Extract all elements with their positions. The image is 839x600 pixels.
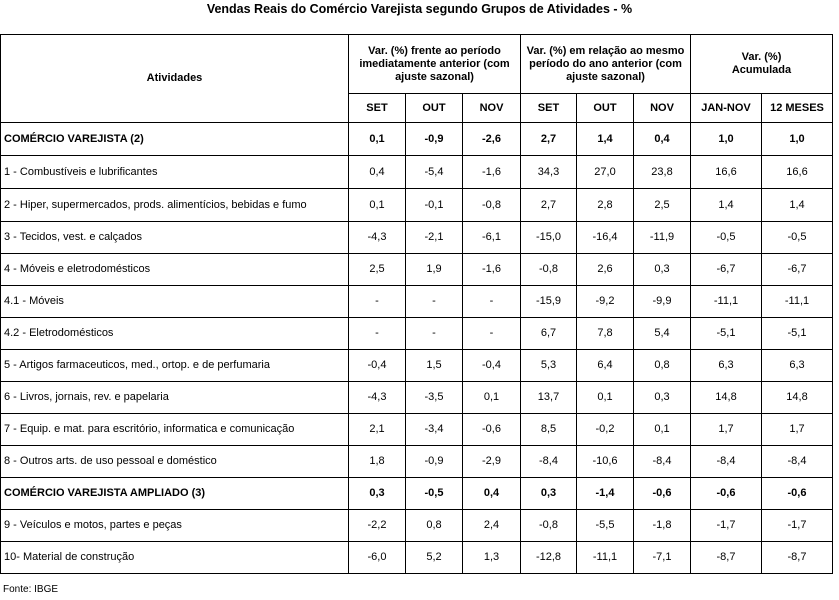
value-cell: -5,5 bbox=[577, 510, 634, 542]
row-label: 4.2 - Eletrodomésticos bbox=[1, 318, 349, 350]
value-cell: -6,0 bbox=[349, 542, 406, 574]
value-cell: -3,5 bbox=[406, 382, 463, 414]
value-cell: -4,3 bbox=[349, 382, 406, 414]
value-cell: 0,1 bbox=[577, 382, 634, 414]
value-cell: -11,1 bbox=[691, 286, 762, 318]
value-cell: - bbox=[349, 286, 406, 318]
value-cell: 0,1 bbox=[463, 382, 521, 414]
source-note: Fonte: IBGE bbox=[3, 584, 59, 595]
value-cell: 27,0 bbox=[577, 156, 634, 189]
value-cell: 0,3 bbox=[634, 254, 691, 286]
value-cell: 1,0 bbox=[762, 123, 833, 156]
value-cell: 0,3 bbox=[521, 478, 577, 510]
row-label: 5 - Artigos farmaceuticos, med., ortop. e de perfumaria bbox=[1, 350, 349, 382]
value-cell: -4,3 bbox=[349, 222, 406, 254]
value-cell: -2,1 bbox=[406, 222, 463, 254]
table-row bbox=[1, 478, 833, 510]
value-cell: -6,7 bbox=[762, 254, 833, 286]
header-group-ano-anterior: Var. (%) em relação ao mesmo período do ano anterior (com ajuste sazonal) bbox=[521, 35, 691, 94]
subcol-header: JAN-NOV bbox=[691, 94, 762, 123]
row-label: 4.1 - Móveis bbox=[1, 286, 349, 318]
value-cell: -0,1 bbox=[406, 189, 463, 222]
value-cell: -0,9 bbox=[406, 446, 463, 478]
value-cell: -0,2 bbox=[577, 414, 634, 446]
subcol-header: NOV bbox=[634, 94, 691, 123]
value-cell: -2,6 bbox=[463, 123, 521, 156]
row-label: 8 - Outros arts. de uso pessoal e doméstico bbox=[1, 446, 349, 478]
value-cell: -6,7 bbox=[691, 254, 762, 286]
header-atividades: Atividades bbox=[1, 35, 349, 123]
value-cell: 2,6 bbox=[577, 254, 634, 286]
value-cell: -1,8 bbox=[634, 510, 691, 542]
value-cell: -0,6 bbox=[762, 478, 833, 510]
value-cell: 0,1 bbox=[634, 414, 691, 446]
subcol-header: OUT bbox=[577, 94, 634, 123]
value-cell: -1,6 bbox=[463, 156, 521, 189]
row-label: 6 - Livros, jornais, rev. e papelaria bbox=[1, 382, 349, 414]
value-cell: -0,6 bbox=[691, 478, 762, 510]
value-cell: -9,9 bbox=[634, 286, 691, 318]
value-cell: 2,1 bbox=[349, 414, 406, 446]
value-cell: -16,4 bbox=[577, 222, 634, 254]
value-cell: 0,8 bbox=[634, 350, 691, 382]
value-cell: 0,8 bbox=[406, 510, 463, 542]
value-cell: -8,7 bbox=[691, 542, 762, 574]
value-cell: -0,4 bbox=[349, 350, 406, 382]
value-cell: 23,8 bbox=[634, 156, 691, 189]
value-cell: -0,8 bbox=[463, 189, 521, 222]
value-cell: 0,4 bbox=[634, 123, 691, 156]
value-cell: -0,9 bbox=[406, 123, 463, 156]
row-label: 10- Material de construção bbox=[1, 542, 349, 574]
row-label: 9 - Veículos e motos, partes e peças bbox=[1, 510, 349, 542]
value-cell: -0,6 bbox=[463, 414, 521, 446]
value-cell: 0,4 bbox=[463, 478, 521, 510]
value-cell: - bbox=[349, 318, 406, 350]
value-cell: 1,9 bbox=[406, 254, 463, 286]
table-row bbox=[1, 222, 833, 254]
value-cell: -1,7 bbox=[691, 510, 762, 542]
value-cell: -0,4 bbox=[463, 350, 521, 382]
value-cell: -1,4 bbox=[577, 478, 634, 510]
header-group-periodo-anterior: Var. (%) frente ao período imediatamente anterior (com ajuste sazonal) bbox=[349, 35, 521, 94]
value-cell: 6,7 bbox=[521, 318, 577, 350]
value-cell: -3,4 bbox=[406, 414, 463, 446]
value-cell: 8,5 bbox=[521, 414, 577, 446]
value-cell: 6,4 bbox=[577, 350, 634, 382]
value-cell: 5,4 bbox=[634, 318, 691, 350]
value-cell: -2,2 bbox=[349, 510, 406, 542]
value-cell: 14,8 bbox=[691, 382, 762, 414]
value-cell: 6,3 bbox=[762, 350, 833, 382]
subcol-header: OUT bbox=[406, 94, 463, 123]
value-cell: -15,9 bbox=[521, 286, 577, 318]
value-cell: 0,1 bbox=[349, 189, 406, 222]
row-label: 2 - Hiper, supermercados, prods. alimentícios, bebidas e fumo bbox=[1, 189, 349, 222]
value-cell: -11,9 bbox=[634, 222, 691, 254]
value-cell: -8,4 bbox=[521, 446, 577, 478]
row-label: 7 - Equip. e mat. para escritório, informatica e comunicação bbox=[1, 414, 349, 446]
value-cell: - bbox=[463, 286, 521, 318]
value-cell: -5,1 bbox=[691, 318, 762, 350]
row-label: 3 - Tecidos, vest. e calçados bbox=[1, 222, 349, 254]
value-cell: 14,8 bbox=[762, 382, 833, 414]
value-cell: 2,7 bbox=[521, 123, 577, 156]
value-cell: -8,4 bbox=[691, 446, 762, 478]
table-row bbox=[1, 350, 833, 382]
value-cell: 1,4 bbox=[762, 189, 833, 222]
value-cell: -5,4 bbox=[406, 156, 463, 189]
value-cell: 2,4 bbox=[463, 510, 521, 542]
value-cell: -12,8 bbox=[521, 542, 577, 574]
value-cell: -1,6 bbox=[463, 254, 521, 286]
value-cell: 0,3 bbox=[634, 382, 691, 414]
value-cell: 1,5 bbox=[406, 350, 463, 382]
value-cell: -0,8 bbox=[521, 510, 577, 542]
header-group-acumulada-line1: Var. (%) bbox=[741, 51, 782, 63]
table-row bbox=[1, 510, 833, 542]
value-cell: 1,4 bbox=[577, 123, 634, 156]
value-cell: 5,3 bbox=[521, 350, 577, 382]
value-cell: 1,8 bbox=[349, 446, 406, 478]
value-cell: -8,4 bbox=[634, 446, 691, 478]
subcol-header: 12 MESES bbox=[762, 94, 833, 123]
subcol-header: NOV bbox=[463, 94, 521, 123]
value-cell: -6,1 bbox=[463, 222, 521, 254]
table-row bbox=[1, 414, 833, 446]
value-cell: 1,3 bbox=[463, 542, 521, 574]
value-cell: -7,1 bbox=[634, 542, 691, 574]
value-cell: 0,4 bbox=[349, 156, 406, 189]
value-cell: 1,0 bbox=[691, 123, 762, 156]
table-row bbox=[1, 318, 833, 350]
table-row bbox=[1, 382, 833, 414]
table-row bbox=[1, 286, 833, 318]
subcol-header: SET bbox=[349, 94, 406, 123]
value-cell: -1,7 bbox=[762, 510, 833, 542]
table-row bbox=[1, 254, 833, 286]
subcol-header: SET bbox=[521, 94, 577, 123]
value-cell: 1,4 bbox=[691, 189, 762, 222]
value-cell: - bbox=[406, 286, 463, 318]
row-label: COMÉRCIO VAREJISTA AMPLIADO (3) bbox=[1, 478, 349, 510]
table-row bbox=[1, 156, 833, 189]
value-cell: -11,1 bbox=[762, 286, 833, 318]
header-group-acumulada-line2: Acumulada bbox=[731, 64, 792, 76]
value-cell: 16,6 bbox=[762, 156, 833, 189]
header-group-acumulada bbox=[691, 35, 833, 94]
value-cell: 0,3 bbox=[349, 478, 406, 510]
value-cell: 16,6 bbox=[691, 156, 762, 189]
value-cell: -8,4 bbox=[762, 446, 833, 478]
value-cell: -0,6 bbox=[634, 478, 691, 510]
value-cell: - bbox=[463, 318, 521, 350]
value-cell: -15,0 bbox=[521, 222, 577, 254]
value-cell: -11,1 bbox=[577, 542, 634, 574]
row-label: 4 - Móveis e eletrodomésticos bbox=[1, 254, 349, 286]
row-label: 1 - Combustíveis e lubrificantes bbox=[1, 156, 349, 189]
value-cell: 6,3 bbox=[691, 350, 762, 382]
value-cell: 0,1 bbox=[349, 123, 406, 156]
value-cell: - bbox=[406, 318, 463, 350]
value-cell: -0,5 bbox=[406, 478, 463, 510]
value-cell: 13,7 bbox=[521, 382, 577, 414]
value-cell: 1,7 bbox=[762, 414, 833, 446]
value-cell: 34,3 bbox=[521, 156, 577, 189]
table-row bbox=[1, 123, 833, 156]
sales-table bbox=[0, 34, 833, 574]
table-row bbox=[1, 446, 833, 478]
table-title: Vendas Reais do Comércio Varejista segundo Grupos de Atividades - % bbox=[206, 2, 633, 16]
value-cell: 5,2 bbox=[406, 542, 463, 574]
value-cell: -0,5 bbox=[762, 222, 833, 254]
value-cell: 7,8 bbox=[577, 318, 634, 350]
value-cell: 2,8 bbox=[577, 189, 634, 222]
value-cell: -2,9 bbox=[463, 446, 521, 478]
row-label: COMÉRCIO VAREJISTA (2) bbox=[1, 123, 349, 156]
table-row bbox=[1, 542, 833, 574]
value-cell: -0,8 bbox=[521, 254, 577, 286]
value-cell: -10,6 bbox=[577, 446, 634, 478]
table-row bbox=[1, 189, 833, 222]
value-cell: 2,5 bbox=[349, 254, 406, 286]
value-cell: -5,1 bbox=[762, 318, 833, 350]
value-cell: -9,2 bbox=[577, 286, 634, 318]
value-cell: 2,5 bbox=[634, 189, 691, 222]
value-cell: -8,7 bbox=[762, 542, 833, 574]
value-cell: 1,7 bbox=[691, 414, 762, 446]
value-cell: 2,7 bbox=[521, 189, 577, 222]
value-cell: -0,5 bbox=[691, 222, 762, 254]
